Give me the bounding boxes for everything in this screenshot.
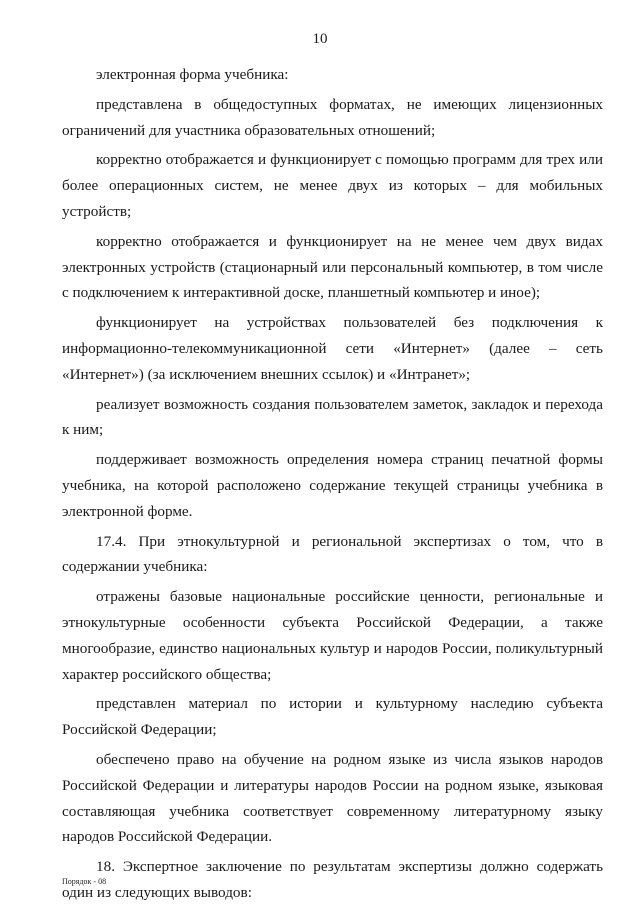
- paragraph: реализует возможность создания пользователем заметок, закладок и перехода к ним;: [62, 395, 603, 439]
- page-number: 10: [312, 31, 328, 47]
- paragraph: обеспечено право на обучение на родном языке из числа языков народов Российской Федерации и литературы народов России на родном языке, языковая составляющая учебника соответствует современному литературному языку народов Российской Федерации.: [62, 750, 603, 846]
- section-paragraph: 18. Экспертное заключение по результатам экспертизы должно содержать один из следующих выводов:: [62, 858, 603, 901]
- paragraph: электронная форма учебника:: [96, 66, 289, 83]
- footer-doc-code: Порядок - 08: [62, 877, 107, 886]
- paragraph: представлена в общедоступных форматах, не имеющих лицензионных ограничений для участника образовательных отношений;: [62, 95, 603, 139]
- paragraph: корректно отображается и функционирует с помощью программ для трех или более операционных систем, не менее двух из которых – для мобильных устройств;: [62, 151, 603, 220]
- paragraph: функционирует на устройствах пользователей без подключения к информационно-телекоммуникационной сети «Интернет» (далее – сеть «Интернет») (за исключением внешних ссылок) и «Интранет»;: [62, 314, 603, 383]
- section-paragraph: 17.4. При этнокультурной и региональной экспертизах о том, что в содержании учебника:: [62, 532, 603, 576]
- document-body: [62, 62, 603, 906]
- paragraph: поддерживает возможность определения номера страниц печатной формы учебника, на которой расположено содержание текущей страницы учебника в электронной форме.: [62, 451, 603, 520]
- paragraph: отражены базовые национальные российские ценности, региональные и этнокультурные особенности субъекта Российской Федерации, а также многообразие, единство национальных культур и народов России, поликультурный характер российского общества;: [62, 588, 603, 683]
- paragraph: представлен материал по истории и культурному наследию субъекта Российской Федерации;: [62, 695, 603, 739]
- paragraph: корректно отображается и функционирует на не менее чем двух видах электронных устройств (стационарный или персональный компьютер, в том числе с подключением к интерактивной доске, планшетный компьютер и иное);: [62, 232, 603, 302]
